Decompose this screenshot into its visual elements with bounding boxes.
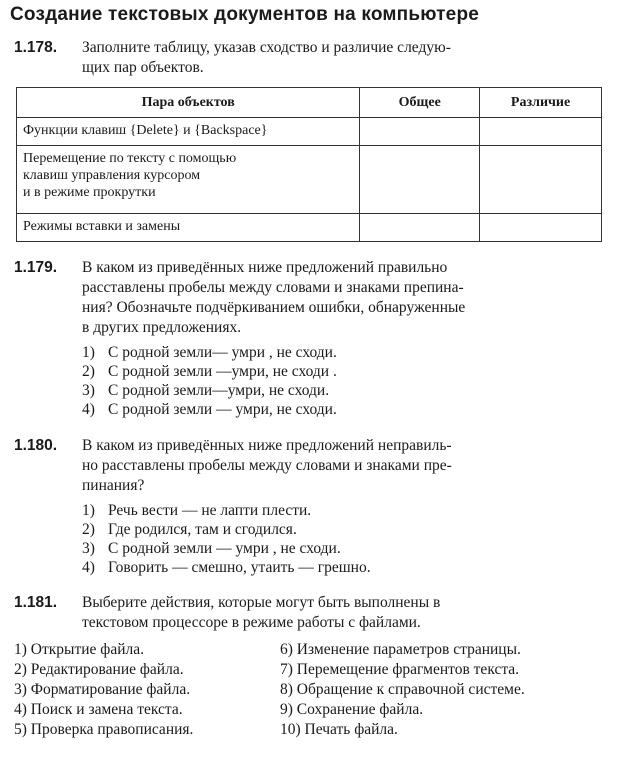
option-item: 4) Говорить — смешно, утаить — грешно. [82, 559, 371, 576]
option-item: 4) С родной земли — умри, не сходи. [82, 401, 337, 418]
table-row [17, 146, 602, 214]
task-line: В каком из приведённых ниже предложений правильно [82, 259, 448, 276]
actions-column-right [280, 640, 525, 740]
options-1-179 [82, 343, 337, 419]
empty-answer-cell[interactable] [480, 118, 602, 146]
option-item: 3) С родной земли—умри, не сходи. [82, 382, 330, 399]
empty-answer-cell[interactable] [480, 146, 602, 214]
task-line: щих пар объектов. [82, 59, 204, 76]
options-1-180 [82, 501, 371, 577]
list-item: 2) Редактирование файла. [14, 661, 184, 678]
list-item: 7) Перемещение фрагментов текста. [280, 661, 520, 678]
column-header: Общее [360, 88, 480, 118]
table-cell: Перемещение по тексту с помощью клавиш управления курсором и в режиме прокрутки [17, 146, 360, 214]
option-item: 1) С родной земли— умри , не сходи. [82, 344, 337, 361]
section-heading: Создание текстовых документов на компьютере [10, 4, 480, 25]
empty-answer-cell[interactable] [360, 118, 480, 146]
option-item: 2) С родной земли —умри, не сходи . [82, 363, 337, 380]
task-text [82, 38, 618, 78]
empty-answer-cell[interactable] [360, 146, 480, 214]
list-item: 10) Печать файла. [280, 721, 398, 738]
actions-column-left [14, 640, 193, 740]
task-line: но расставлены пробелы между словами и знаками пре- [82, 457, 452, 474]
option-item: 1) Речь вести — не лапти плести. [82, 502, 312, 519]
task-text [82, 258, 618, 338]
list-item: 3) Форматирование файла. [14, 681, 191, 698]
column-header: Различие [480, 88, 602, 118]
empty-answer-cell[interactable] [480, 214, 602, 242]
table-row [17, 214, 602, 242]
task-line: в других предложениях. [82, 319, 242, 336]
task-line: пинания? [82, 477, 145, 494]
table-header-row [17, 88, 602, 118]
task-number: 1.181. [14, 594, 58, 611]
list-item: 8) Обращение к справочной системе. [280, 681, 525, 698]
list-item: 1) Открытие файла. [14, 641, 144, 658]
task-line: В каком из приведённых ниже предложений неправиль- [82, 437, 452, 454]
option-item: 2) Где родился, там и сгодился. [82, 521, 297, 538]
list-item: 5) Проверка правописания. [14, 721, 194, 738]
column-header: Пара объектов [17, 88, 360, 118]
table-row [17, 118, 602, 146]
task-number: 1.178. [14, 39, 58, 56]
task-text [82, 436, 618, 496]
list-item: 4) Поиск и замена текста. [14, 701, 183, 718]
option-item: 3) С родной земли — умри , не сходи. [82, 540, 341, 557]
task-number: 1.179. [14, 259, 58, 276]
empty-answer-cell[interactable] [360, 214, 480, 242]
task-line: Выберите действия, которые могут быть выполнены в [82, 594, 441, 611]
table-cell: Функции клавиш {Delete} и {Backspace} [17, 118, 360, 146]
table-cell: Режимы вставки и замены [17, 214, 360, 242]
task-text [82, 593, 618, 633]
task-line: расставлены пробелы между словами и знаками препина- [82, 279, 464, 296]
task-number: 1.180. [14, 437, 58, 454]
task-line: ния? Обозначьте подчёркиванием ошибки, обнаруженные [82, 299, 466, 316]
list-item: 9) Сохранение файла. [280, 701, 424, 718]
task-line: Заполните таблицу, указав сходство и различие следую- [82, 39, 451, 56]
task-line: текстовом процессоре в режиме работы с файлами. [82, 614, 421, 631]
list-item: 6) Изменение параметров страницы. [280, 641, 521, 658]
comparison-table [16, 87, 602, 242]
